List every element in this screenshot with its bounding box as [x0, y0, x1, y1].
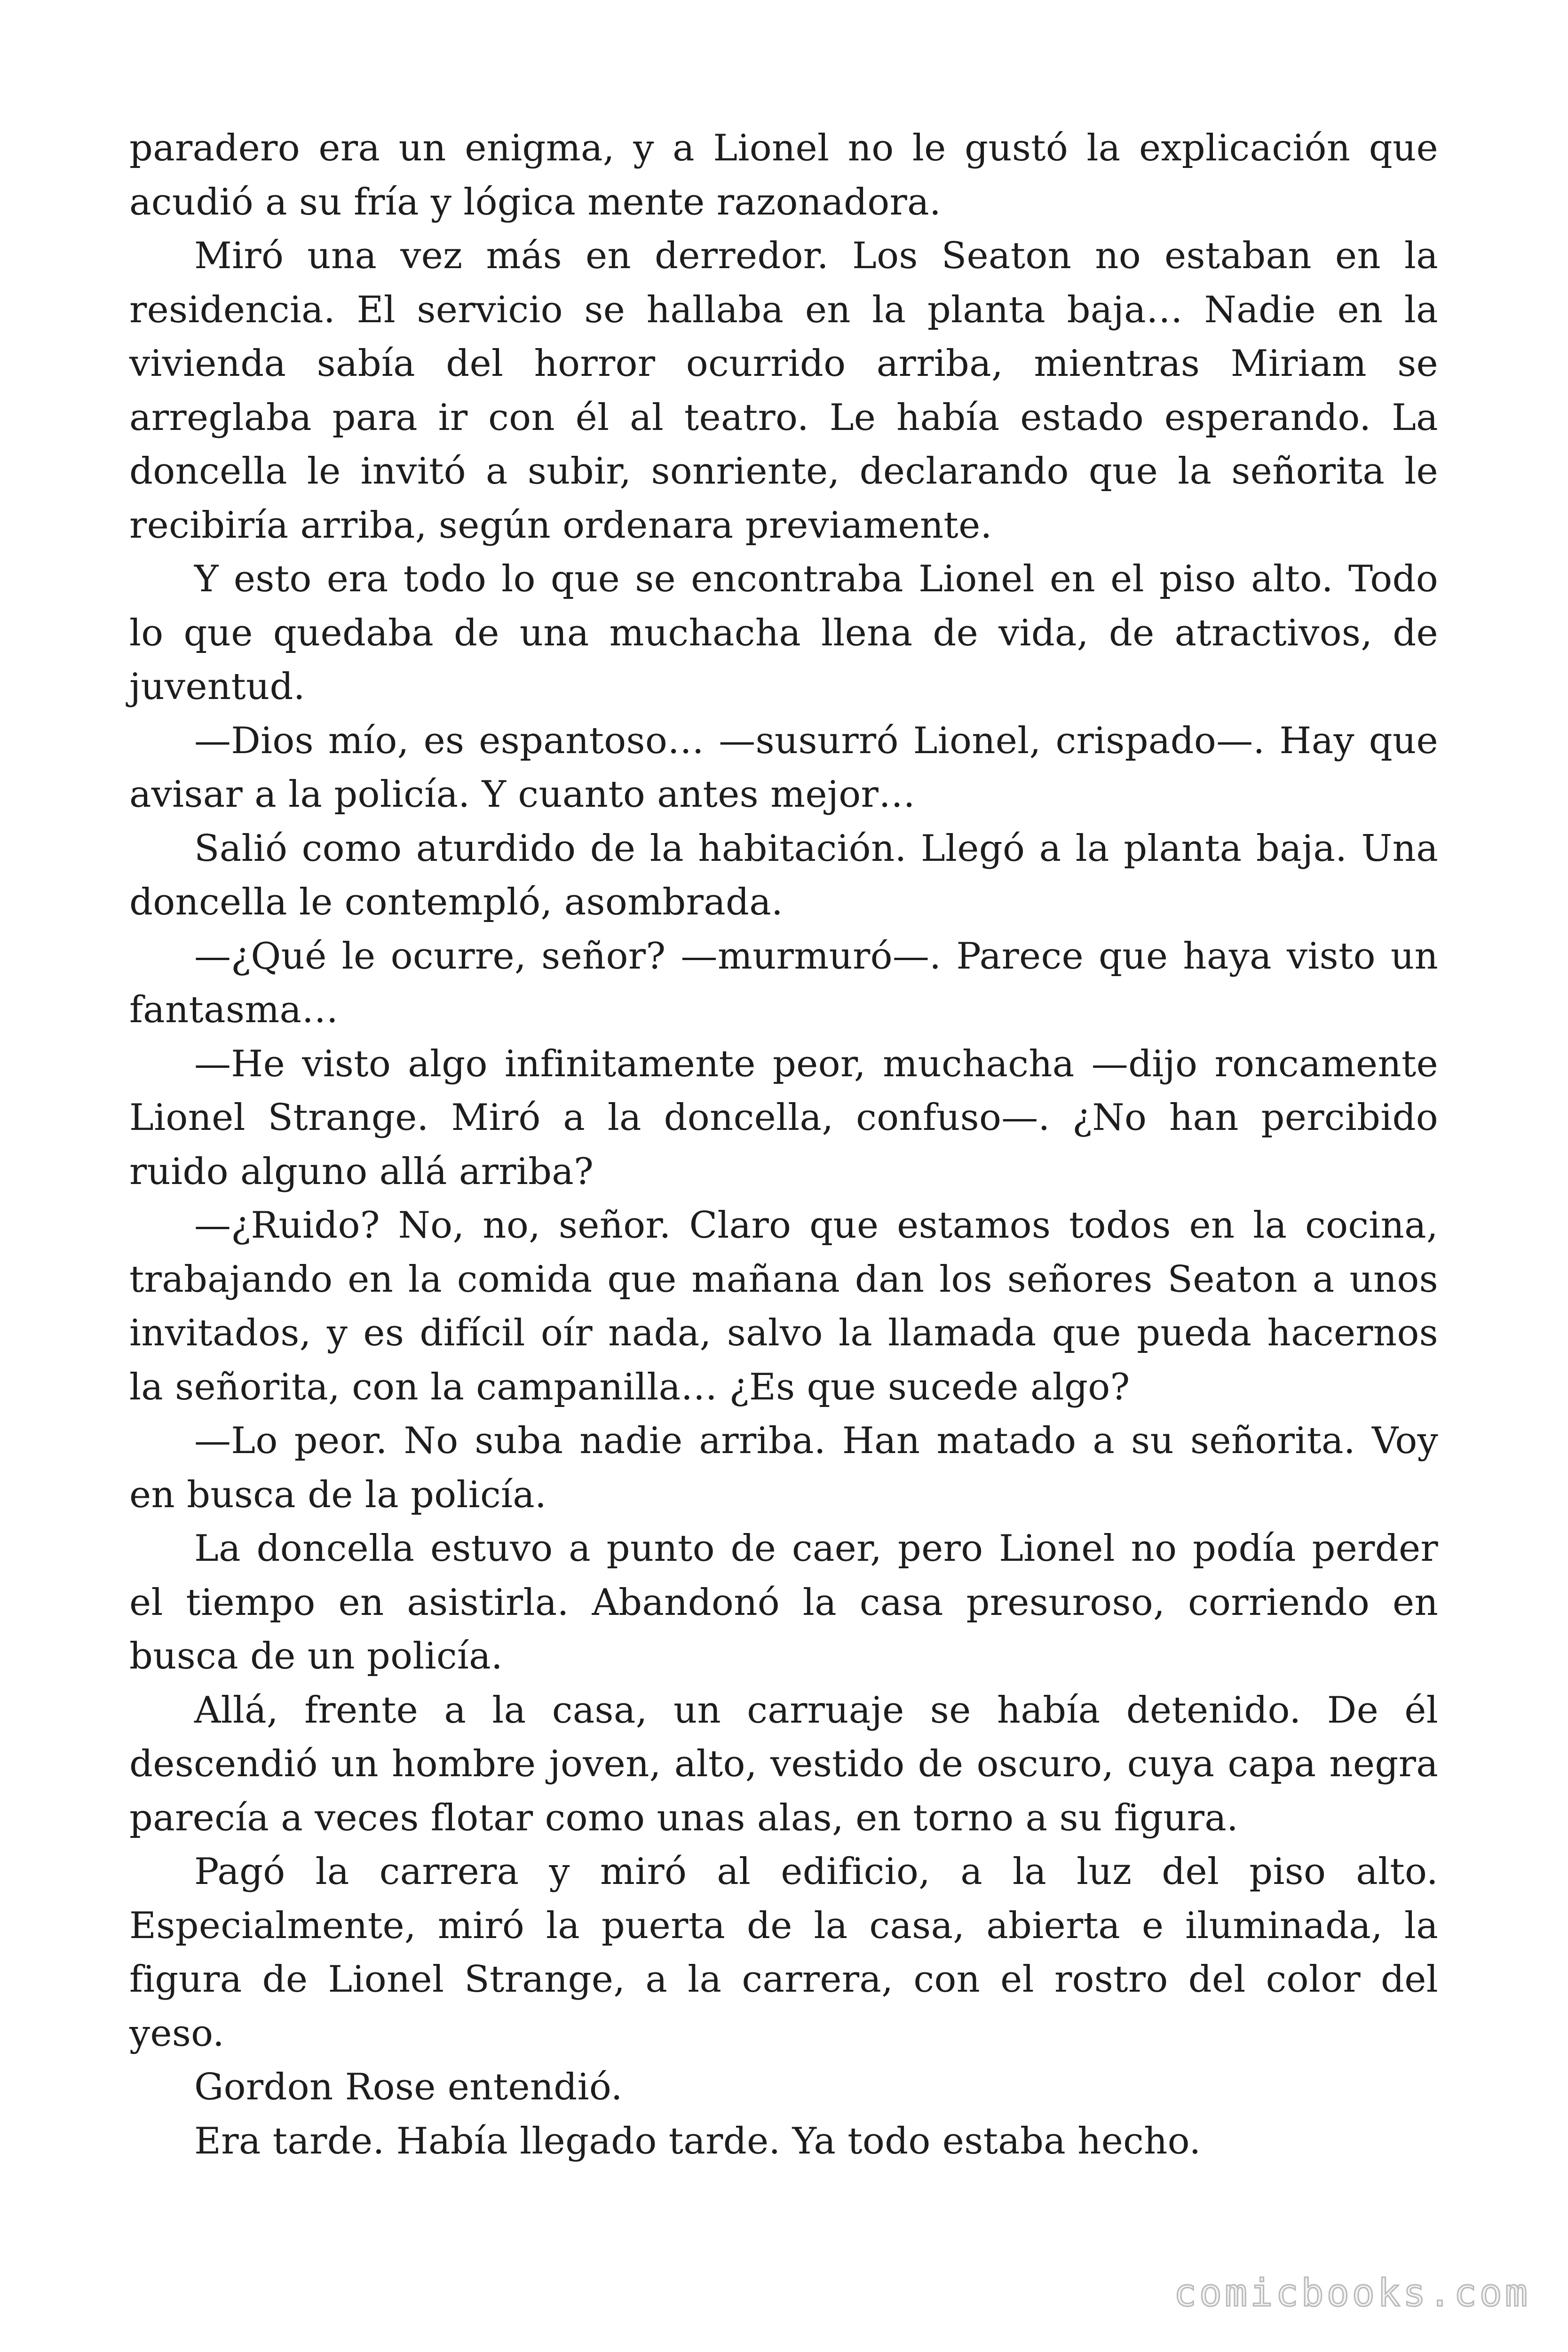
paragraph: La doncella estuvo a punto de caer, pero Lionel no podía perder el tiempo en asistirla. Abandonó la casa presuroso, corriendo en busca de un policía. [129, 1527, 1438, 1677]
paragraph: —¿Ruido? No, no, señor. Claro que estamos todos en la cocina, trabajando en la comida que mañana dan los señores Seaton a unos invitados, y es difícil oír nada, salvo la llamada que pueda hacernos la señorita, con la campanilla… ¿Es que sucede algo? [129, 1204, 1438, 1408]
body-text [129, 121, 1438, 2168]
paragraph: Gordon Rose entendió. [194, 2066, 623, 2108]
paragraph: —Dios mío, es espantoso… —susurró Lionel, crispado—. Hay que avisar a la policía. Y cuanto antes mejor… [129, 719, 1438, 816]
paragraph: Pagó la carrera y miró al edificio, a la luz del piso alto. Especialmente, miró la puerta de la casa, abierta e iluminada, la figura de Lionel Strange, a la carrera, con el rostro del color del yeso. [129, 1851, 1438, 2055]
paragraph: Y esto era todo lo que se encontraba Lionel en el piso alto. Todo lo que quedaba de una muchacha llena de vida, de atractivos, de juventud. [129, 558, 1438, 708]
paragraph: Allá, frente a la casa, un carruaje se había detenido. De él descendió un hombre joven, alto, vestido de oscuro, cuya capa negra parecía a veces flotar como unas alas, en torno a su figura. [129, 1689, 1438, 1839]
paragraph: —He visto algo infinitamente peor, muchacha —dijo roncamente Lionel Strange. Miró a la doncella, confuso—. ¿No han percibido ruido alguno allá arriba? [129, 1042, 1438, 1193]
paragraph: Miró una vez más en derredor. Los Seaton no estaban en la residencia. El servicio se hallaba en la planta baja… Nadie en la vivienda sabía del horror ocurrido arriba, mientras Miriam se arreglaba para ir con él al teatro. Le había estado esperando. La doncella le invitó a subir, sonriente, declarando que la señorita le recibiría arriba, según ordenara previamente. [129, 235, 1438, 547]
paragraph: —Lo peor. No suba nadie arriba. Han matado a su señorita. Voy en busca de la policía. [129, 1420, 1438, 1516]
paragraph: Salió como aturdido de la habitación. Llegó a la planta baja. Una doncella le contempló, asombrada. [129, 827, 1438, 923]
paragraph: paradero era un enigma, y a Lionel no le gustó la explicación que acudió a su fría y lógica mente razonadora. [129, 127, 1438, 223]
paragraph: —¿Qué le ocurre, señor? —murmuró—. Parece que haya visto un fantasma… [129, 935, 1438, 1031]
watermark: comicbooks.com [1173, 2271, 1530, 2315]
paragraph: Era tarde. Había llegado tarde. Ya todo estaba hecho. [194, 2120, 1201, 2162]
